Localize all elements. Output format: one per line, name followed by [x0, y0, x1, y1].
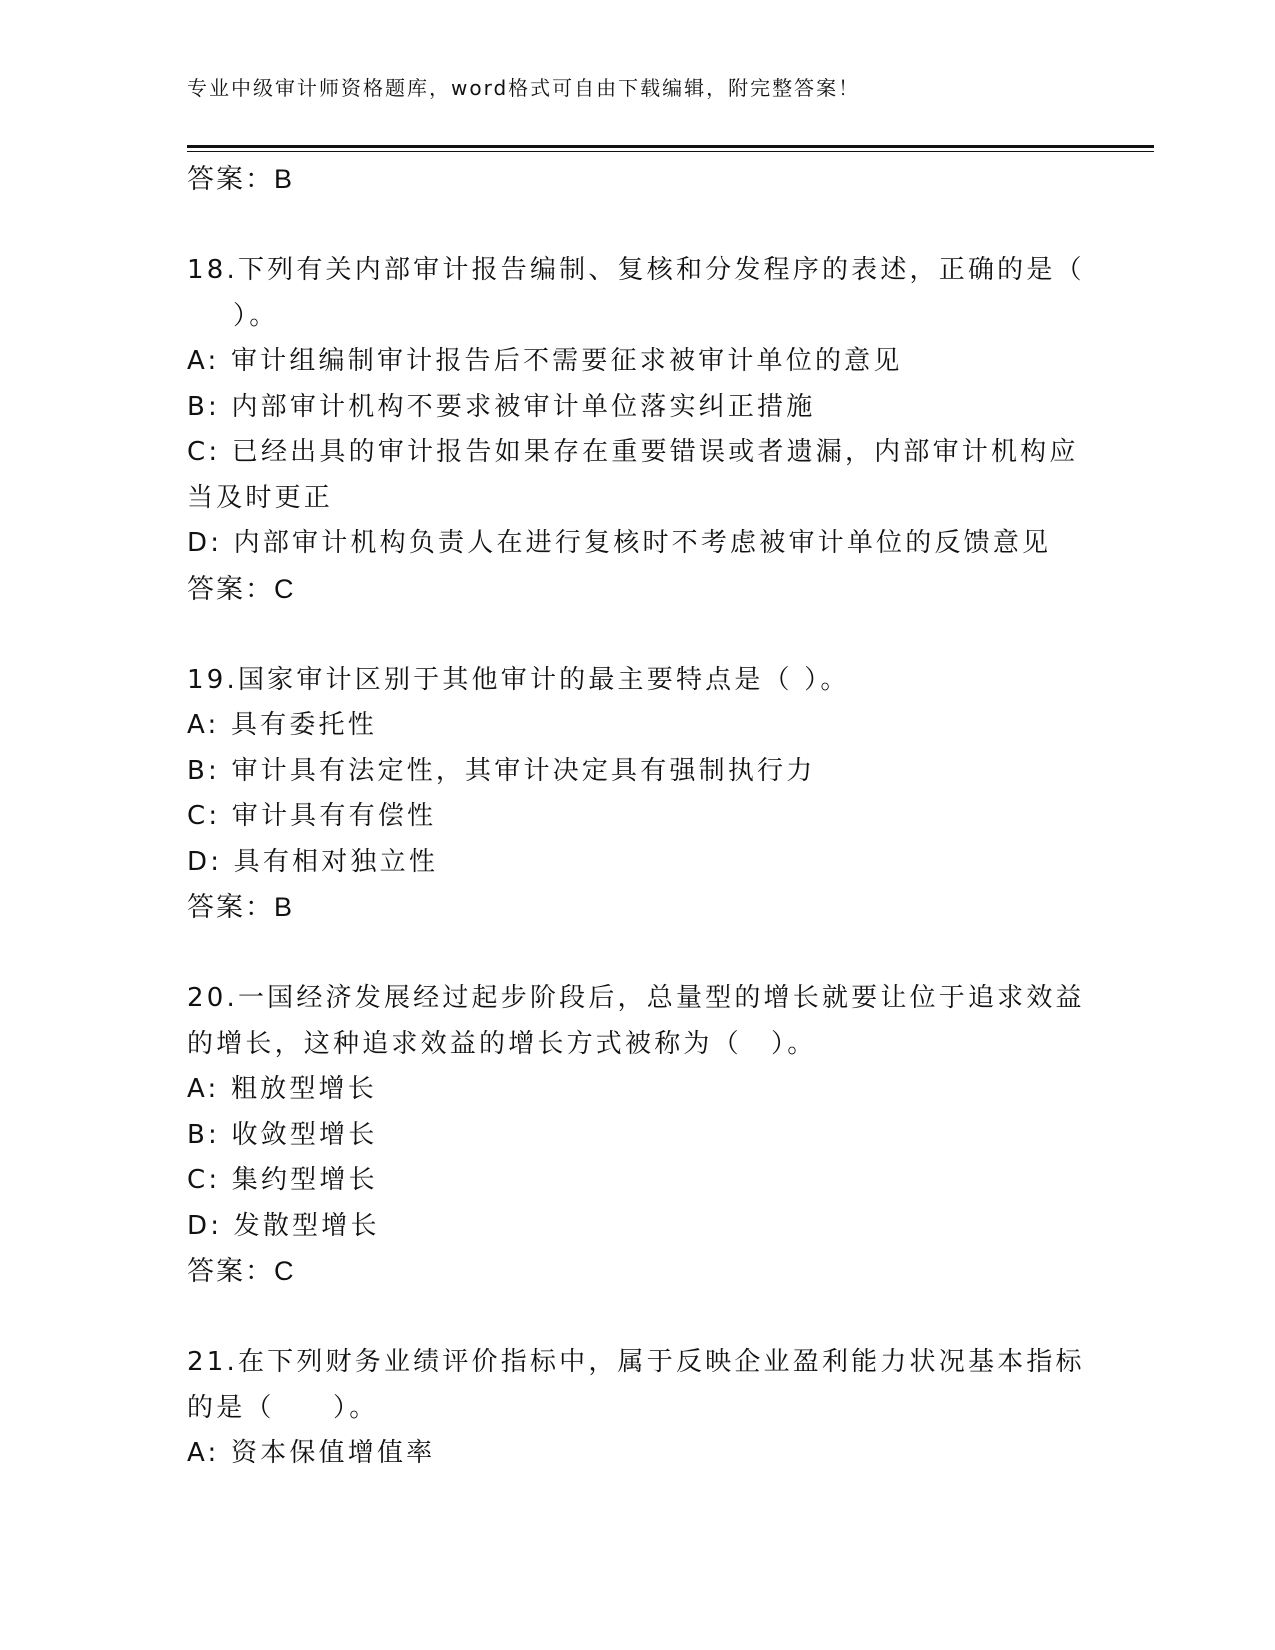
option-line: D: 发散型增长 [187, 1210, 380, 1241]
option-line: D: 内部审计机构负责人在进行复核时不考虑被审计单位的反馈意见 [187, 528, 1052, 558]
question-stem-line: 21.在下列财务业绩评价指标中，属于反映企业盈利能力状况基本指标 [187, 1347, 1085, 1377]
option-line: A: 粗放型增长 [187, 1074, 377, 1104]
header-rule-thin [187, 151, 1154, 152]
option-line: A: 资本保值增值率 [187, 1438, 436, 1468]
question-block [187, 976, 1087, 1340]
option-line: A: 审计组编制审计报告后不需要征求被审计单位的意见 [187, 346, 903, 376]
option-line: B: 内部审计机构不要求被审计单位落实纠正措施 [187, 391, 816, 422]
option-line: C: 已经出具的审计报告如果存在重要错误或者遗漏，内部审计机构应 [187, 437, 1079, 467]
answer-line: 答案：C [187, 1256, 296, 1286]
option-line: B: 收敛型增长 [187, 1119, 378, 1150]
question-stem-line: 20.一国经济发展经过起步阶段后，总量型的增长就要让位于追求效益 [187, 983, 1085, 1013]
option-line: C: 审计具有有偿性 [187, 801, 437, 831]
header-rule-thick [187, 145, 1154, 148]
option-line: C: 集约型增长 [187, 1165, 378, 1195]
answer-line: 答案：B [187, 892, 295, 922]
question-stem-line: 19.国家审计区别于其他审计的最主要特点是（ ）。 [187, 664, 850, 695]
document-body [187, 157, 1087, 1477]
spacer [187, 612, 1087, 658]
question-list [187, 248, 1087, 1477]
spacer [187, 203, 1087, 249]
question-stem-line: ）。 [233, 300, 279, 331]
question-block [187, 1340, 1087, 1477]
answer-line: 答案：C [187, 573, 296, 604]
option-line: D: 具有相对独立性 [187, 846, 439, 877]
question-stem-line: 的是（ ）。 [187, 1392, 379, 1423]
spacer [187, 931, 1087, 977]
question-block [187, 248, 1087, 658]
option-line: B: 审计具有法定性，其审计决定具有强制执行力 [187, 755, 816, 786]
question-block [187, 658, 1087, 977]
question-stem-line: 的增长，这种追求效益的增长方式被称为（ ）。 [187, 1028, 817, 1059]
spacer [187, 1295, 1087, 1341]
question-stem-line: 18.下列有关内部审计报告编制、复核和分发程序的表述，正确的是（ [187, 255, 1085, 285]
option-line: 当及时更正 [187, 482, 334, 513]
option-line: A: 具有委托性 [187, 710, 377, 740]
answer-line: 答案：B [187, 164, 295, 194]
page-header: 专业中级审计师资格题库，word格式可自由下载编辑，附完整答案！ [187, 76, 861, 100]
